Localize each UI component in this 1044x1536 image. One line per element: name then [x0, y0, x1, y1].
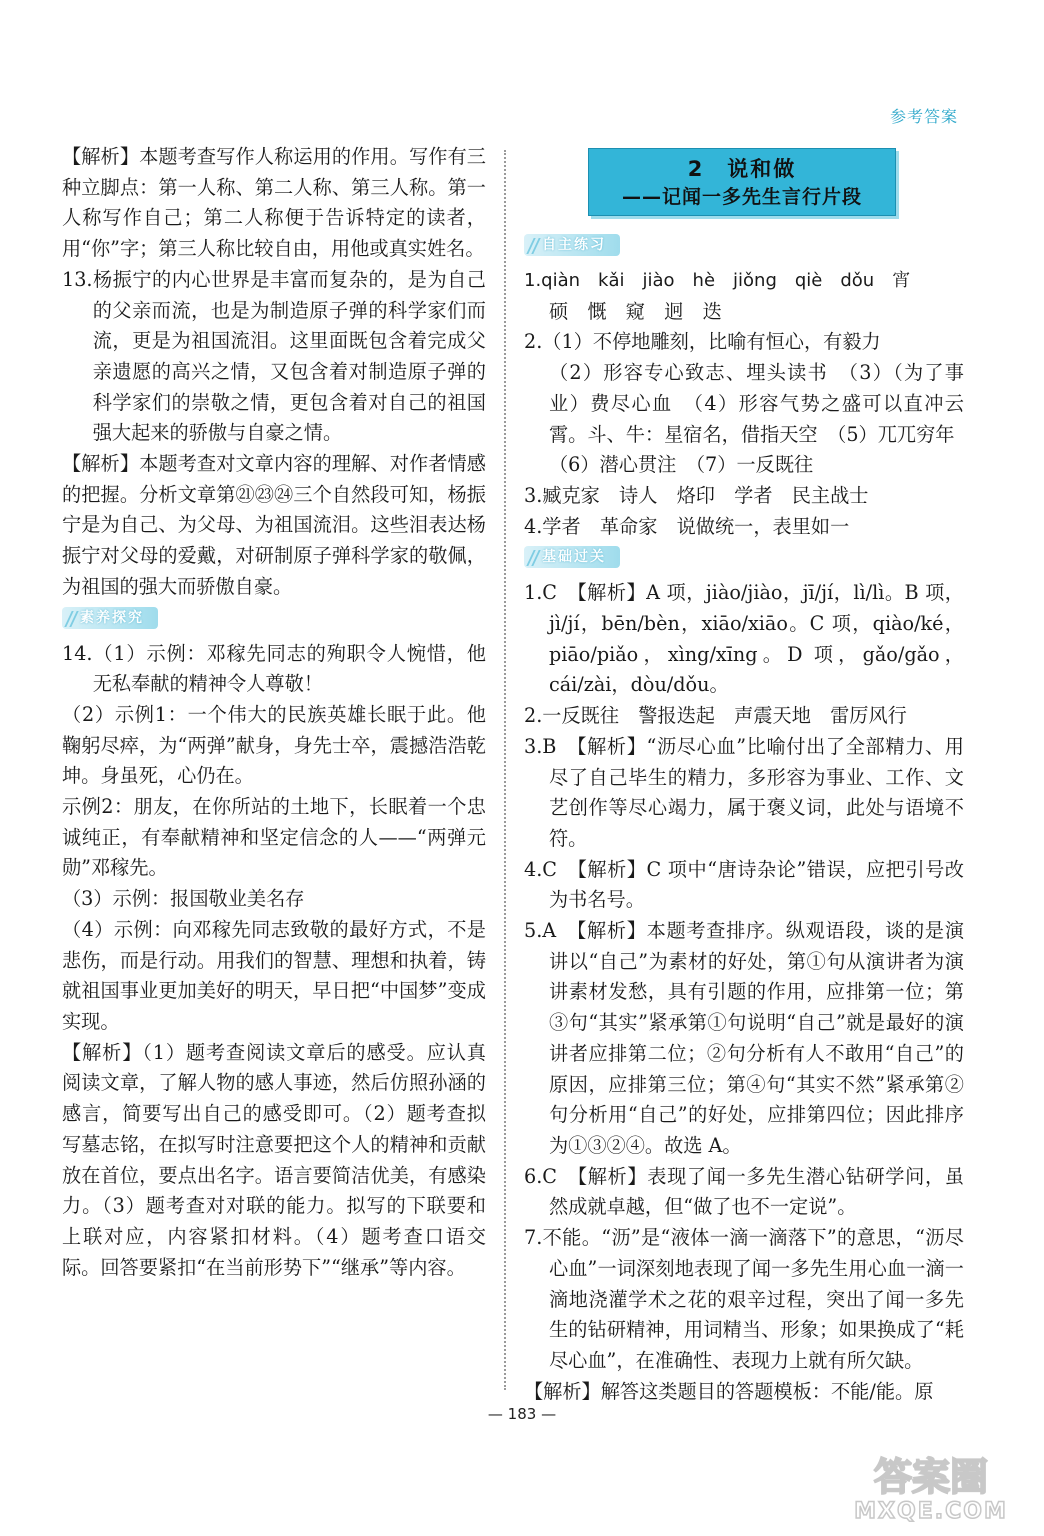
watermark-text-en: MXQE.COM — [854, 1499, 1008, 1524]
section-tag-self-practice — [524, 234, 620, 260]
answer-a4: 4.学者 革命家 说做统一，表里如一 — [524, 514, 850, 538]
section-tag-label: 基础过关 — [524, 546, 620, 568]
answer-13: 13.杨振宁的内心世界是丰富而复杂的，是为自己的父亲而流，也是为制造原子弹的科学家们而流，更是为祖国流泪。这里面既包含着完成父亲遗愿的高兴之情，又包含着对制造原子弹的科学家们的崇敬之情，更包含着对自己的祖国强大起来的骄傲与自豪之情。 — [62, 267, 486, 445]
answer-a2-1: 2.（1）不停地雕刻，比喻有恒心，有毅力 — [524, 330, 881, 354]
b7-analysis: 【解析】解答这类题目的答题模板：不能/能。原 — [524, 1379, 934, 1403]
answer-b1: 1.C 【解析】A 项，jiào/jiào，jī/jí，lì/lì。B 项，jì/jí，bēn/bèn，xiāo/xiāo。C 项，qiào/ké，piāo/piǎo，xìng/xīng。D 项，gǎo/gǎo，cái/zài，dòu/dǒu。 — [524, 581, 964, 697]
section-tag-literacy — [62, 607, 158, 633]
lesson-subtitle: ——记闻一多先生言行片段 — [621, 186, 862, 208]
lesson-title-box — [588, 148, 896, 216]
left-column — [62, 142, 486, 1283]
answer-a1-chars: 硕 慨 窥 迥 迭 — [548, 299, 722, 323]
answer-14-2b: 示例2：朋友，在你所站的土地下，长眠着一个忠诚纯正，有奉献精神和坚定信念的人——“两弹元勋”邓稼先。 — [62, 795, 486, 880]
column-divider — [504, 150, 506, 1390]
page-number: — 183 — — [487, 1405, 557, 1423]
answer-b5: 5.A 【解析】本题考查排序。纵观语段，谈的是演讲以“自己”为素材的好处，第①句从演讲者为演讲素材发愁，具有引题的作用，应排第一位；第③句“其实”紧承第①句说明“自己”就是最好的演讲者应排第二位；②句分析有人不敢用“自己”的原因，应排第三位；第④句“其实不然”紧承第②句分析用“自己”的好处，应排第四位；因此排序为①③②④。故选 A。 — [524, 919, 964, 1157]
q13-analysis: 【解析】本题考查对文章内容的理解、对作者情感的把握。分析文章第㉑㉓㉔三个自然段可知，杨振宁是为自己、为父母、为祖国流泪。这些泪表达杨振宁对父母的爱戴，对研制原子弹科学家的敬佩，为祖国的强大而骄傲自豪。 — [62, 452, 486, 598]
answer-a1-pinyin: 1.qiàn kǎi jiào hè jiǒng qiè dǒu 宵 — [524, 270, 911, 291]
header-label: 参考答案 — [889, 107, 958, 126]
watermark-text-cn: 答案圈 — [873, 1455, 989, 1499]
answer-14-4: （4）示例：向邓稼先同志致敬的最好方式，不是悲伤，而是行动。用我们的智慧、理想和执着，铸就祖国事业更加美好的明天，早日把“中国梦”变成实现。 — [62, 917, 486, 1033]
answer-b4: 4.C 【解析】C 项中“唐诗杂论”错误，应把引号改为书名号。 — [524, 857, 964, 912]
section-tag-basics — [524, 546, 620, 572]
lesson-title: 2 说和做 — [687, 157, 797, 181]
right-column — [524, 142, 964, 1407]
answer-14-1: 14.（1）示例：邓稼先同志的殉职令人惋惜，他无私奉献的精神令人尊敬！ — [62, 641, 486, 696]
answer-b3: 3.B 【解析】“沥尽心血”比喻付出了全部精力、用尽了自己毕生的精力，多形容为事业、工作、文艺创作等尽心竭力，属于褒义词，此处与语境不符。 — [524, 734, 964, 850]
answer-14-3: （3）示例：报国敬业美名存 — [62, 887, 305, 911]
answer-b2: 2.一反既往 警报迭起 声震天地 雷厉风行 — [524, 704, 907, 728]
section-tag-label: 素养探究 — [62, 607, 158, 629]
answer-b6: 6.C 【解析】表现了闻一多先生潜心钻研学问，虽然成就卓越，但“做了也不一定说”。 — [524, 1164, 964, 1219]
answer-14-2: （2）示例1：一个伟大的民族英雄长眠于此。他鞠躬尽瘁，为“两弹”献身，身先士卒，震撼浩浩乾坤。身虽死，心仍在。 — [62, 702, 486, 788]
answer-a2-2: （2）形容专心致志、埋头读书 （3）（为了事业）费尽心血 （4）形容气势之盛可以直冲云霄。斗、牛：星宿名，借指天空 （5）兀兀穷年 — [548, 361, 964, 446]
watermark-logo — [846, 1446, 1016, 1526]
section-tag-label: 自主练习 — [524, 234, 620, 256]
answer-a3: 3.臧克家 诗人 烙印 学者 民主战士 — [524, 483, 869, 507]
answer-a2-3: （6）潜心贯注 （7）一反既往 — [548, 453, 814, 477]
q12-analysis: 【解析】本题考查写作人称运用的作用。写作有三种立脚点：第一人称、第二人称、第三人称。第一人称写作自己；第二人称便于告诉特定的读者，用“你”字；第三人称比较自由，用他或真实姓名。 — [62, 145, 486, 261]
q14-analysis: 【解析】（1）题考查阅读文章后的感受。应认真阅读文章，了解人物的感人事迹，然后仿照孙涵的感言，简要写出自己的感受即可。（2）题考查拟写墓志铭，在拟写时注意要把这个人的精神和贡献放在首位，要点出名字。语言要简洁优美，有感染力。（3）题考查对对联的能力。拟写的下联要和上联对应，内容紧扣材料。（4）题考查口语交际。回答要紧扣“在当前形势下”“继承”等内容。 — [62, 1040, 486, 1279]
answer-b7: 7.不能。“沥”是“液体一滴一滴落下”的意思，“沥尽心血”一词深刻地表现了闻一多先生用心血一滴一滴地浇灌学术之花的艰辛过程，突出了闻一多先生的钻研精神，用词精当、形象；如果换成了“耗尽心血”，在准确性、表现力上就有所欠缺。 — [524, 1226, 964, 1372]
